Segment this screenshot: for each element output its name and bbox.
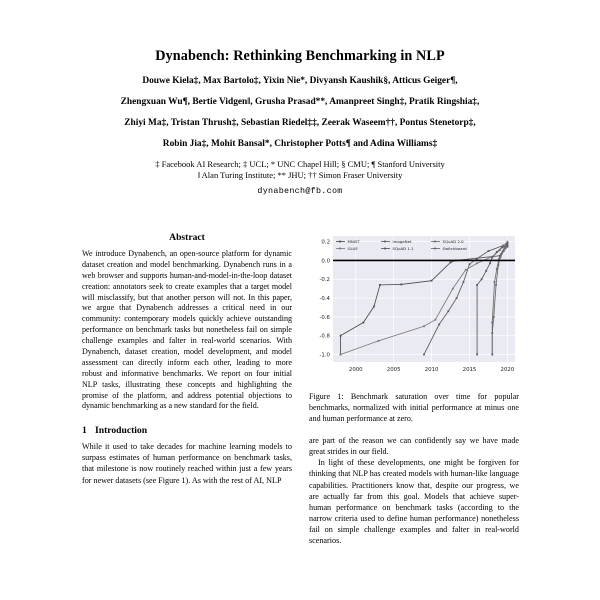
series-marker (423, 354, 425, 356)
affiliations-line-1: ‡ Facebook AI Research; ‡ UCL; * UNC Chapel Hill; § CMU; ¶ Stanford University (155, 159, 445, 170)
y-tick-label: 0.2 (321, 239, 330, 246)
series-marker (476, 354, 478, 356)
page-title: Dynabench: Rethinking Benchmarking in NLP (155, 48, 445, 64)
author-line-2: Zhengxuan Wu¶, Bertie Vidgen‖, Grusha Prasad**, Amanpreet Singh‡, Pratik Ringshia‡, (120, 96, 480, 107)
series-marker (476, 258, 478, 260)
series-marker (489, 262, 491, 264)
legend-label: ImageNet (392, 239, 412, 245)
series-marker (501, 246, 503, 248)
figure-1 (309, 232, 519, 424)
affiliations-line-2: ‖ Alan Turing Institute; ** JHU; †† Simon Fraser University (197, 170, 403, 181)
series-marker (450, 261, 452, 263)
author-line-1: Douwe Kiela‡, Max Bartolo‡, Yixin Nie*, Divyansh Kaushik§, Atticus Geiger¶, (142, 76, 458, 87)
legend-marker (339, 241, 341, 243)
legend-label: SQuAD 2.0 (442, 239, 464, 245)
legend-label: Switchboard (442, 246, 467, 252)
y-tick-label: -0.8 (319, 333, 330, 340)
x-tick-label: 2020 (500, 367, 515, 373)
two-column-body (0, 232, 600, 546)
series-marker (507, 241, 509, 243)
series-marker (340, 354, 342, 356)
legend-marker (434, 248, 436, 250)
series-marker (434, 319, 436, 321)
series-marker (465, 269, 467, 271)
legend-label: MNIST (347, 239, 360, 245)
author-line-3: Zhiyi Ma‡, Tristan Thrush‡, Sebastian Riedel‡‡, Zeerak Waseem††, Pontus Stenetorp‡, (124, 117, 476, 128)
abstract-text: We introduce Dynabench, an open-source platform for dynamic dataset creation and model benchmarking. Dynabench runs in a web browser and supports human-and-model-in-the-loop dataset creation: annotators seek to create examples that a target model will misclassify, but that another person will not. In this paper, we argue that Dynabench addresses a critical need in our community: contemporary models quickly achieve outstanding performance on benchmark tasks but nonetheless fail on simple challenge examples and falter in real-world scenarios. With Dynabench, dataset creation, model development, and model assessment can directly inform each other, leading to more robust and informative benchmarks. We report on four initial NLP tasks, illustrating these concepts and highlighting the promise of the platform, and address potential objections to dynamic benchmarking as a new standard for the field. (82, 249, 292, 411)
series-marker (379, 284, 381, 286)
legend-marker (384, 248, 386, 250)
series-marker (452, 288, 454, 290)
series-marker (493, 316, 495, 318)
series-marker (503, 250, 505, 252)
series-marker (494, 281, 496, 283)
title-block (0, 0, 600, 196)
introduction-heading (82, 425, 292, 436)
series-marker (503, 247, 505, 249)
series-marker (340, 335, 342, 337)
series-marker (447, 310, 449, 312)
x-tick-label: 2010 (424, 367, 439, 373)
series-marker (507, 246, 509, 248)
legend-label: GLUE (347, 246, 358, 252)
benchmark-saturation-chart (309, 232, 519, 384)
legend-label: SQuAD 1.1 (392, 246, 414, 252)
series-marker (438, 323, 440, 325)
section-number: 1 (82, 425, 87, 437)
chart-svg (309, 232, 519, 384)
series-marker (485, 270, 487, 272)
introduction-paragraph-1: While it used to take decades for machine learning models to surpass estimates of human performance on benchmark tasks, that milestone is now routinely reached within just a few years for newer datasets (see Figure 1). As with the rest of AI, NLP (82, 442, 292, 485)
plot-area (333, 236, 515, 362)
series-marker (491, 354, 493, 356)
series-marker (463, 281, 465, 283)
section-title: Introduction (95, 425, 148, 437)
series-marker (373, 306, 375, 308)
x-tick-label: 2000 (348, 367, 363, 373)
series-marker (491, 332, 493, 334)
y-tick-label: -0.4 (319, 295, 330, 302)
legend-marker (434, 241, 436, 243)
series-marker (456, 297, 458, 299)
series-marker (500, 256, 502, 258)
series-marker (469, 263, 471, 265)
y-tick-label: -0.6 (319, 314, 330, 321)
series-marker (481, 278, 483, 280)
y-tick-label: -0.2 (319, 277, 330, 284)
x-tick-label: 2005 (386, 367, 401, 373)
series-marker (496, 251, 498, 253)
legend-marker (384, 241, 386, 243)
series-marker (491, 257, 493, 259)
right-column (309, 232, 519, 546)
series-marker (497, 264, 499, 266)
figure-caption: Figure 1: Benchmark saturation over time for popular benchmarks, normalized with initial performance at minus one and human performance at zero. (309, 392, 519, 423)
author-line-4: Robin Jia‡, Mohit Bansal*, Christopher Potts¶ and Adina Williams‡ (162, 138, 438, 149)
series-marker (431, 280, 433, 282)
series-marker (488, 250, 490, 252)
series-marker (400, 284, 402, 286)
left-column (82, 232, 292, 546)
series-marker (423, 325, 425, 327)
series-marker (495, 284, 497, 286)
right-paragraph-2: In light of these developments, one might be forgiven for thinking that NLP has created models with human-like language capabilities. Practitioners know that, despite our progress, we are actually far from this goal. Models that achieve super-human performance on benchmark tasks (according to the narrow criteria used to define human performance) nonetheless fail on simple challenge examples and falter in real-world scenarios. (309, 458, 519, 545)
series-marker (362, 322, 364, 324)
right-paragraph-continued: are part of the reason we can confidently say we have made great strides in our field. (309, 436, 519, 457)
series-marker (378, 340, 380, 342)
legend-marker (339, 248, 341, 250)
abstract-heading: Abstract (169, 232, 205, 243)
series-marker (476, 284, 478, 286)
y-tick-label: -1.0 (319, 352, 330, 359)
y-tick-label: 0.0 (321, 258, 330, 265)
series-marker (476, 262, 478, 264)
contact-email: dynabench@fb.com (257, 185, 343, 196)
x-tick-label: 2015 (462, 367, 477, 373)
